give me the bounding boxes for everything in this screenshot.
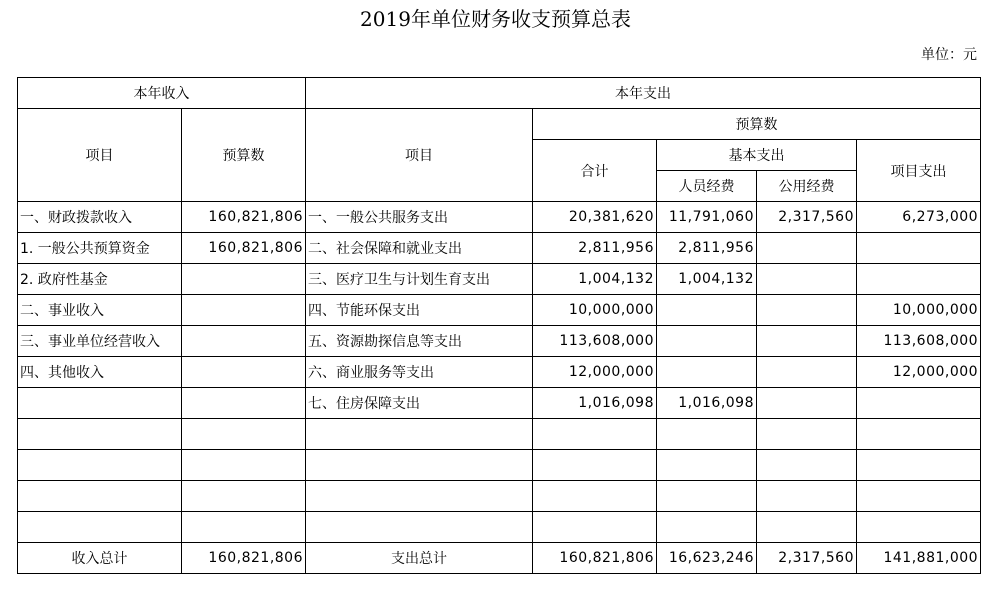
project-cell bbox=[857, 264, 981, 295]
income-item-cell bbox=[18, 512, 182, 543]
income-item-cell: 三、事业单位经营收入 bbox=[18, 326, 182, 357]
project-cell bbox=[857, 450, 981, 481]
project-total-amount: 141,881,000 bbox=[857, 543, 981, 574]
public-cell bbox=[757, 419, 857, 450]
expense-item-cell: 二、社会保障和就业支出 bbox=[306, 233, 533, 264]
expense-item-cell: 三、医疗卫生与计划生育支出 bbox=[306, 264, 533, 295]
income-amount-cell bbox=[182, 419, 306, 450]
public-cell: 2,317,560 bbox=[757, 202, 857, 233]
personnel-cell: 1,016,098 bbox=[657, 388, 757, 419]
total-cell bbox=[533, 419, 657, 450]
income-item-cell: 1. 一般公共预算资金 bbox=[18, 233, 182, 264]
personnel-header: 人员经费 bbox=[657, 171, 757, 202]
expense-group-header: 本年支出 bbox=[306, 78, 981, 109]
project-cell: 12,000,000 bbox=[857, 357, 981, 388]
public-cell bbox=[757, 326, 857, 357]
personnel-cell: 1,004,132 bbox=[657, 264, 757, 295]
public-cell bbox=[757, 388, 857, 419]
income-item-cell: 一、财政拨款收入 bbox=[18, 202, 182, 233]
expense-total-amount: 160,821,806 bbox=[533, 543, 657, 574]
project-cell bbox=[857, 481, 981, 512]
project-cell: 10,000,000 bbox=[857, 295, 981, 326]
table-row bbox=[18, 264, 981, 295]
table-row bbox=[18, 357, 981, 388]
income-total-amount: 160,821,806 bbox=[182, 543, 306, 574]
table-row bbox=[18, 450, 981, 481]
total-header: 合计 bbox=[533, 140, 657, 202]
total-cell: 12,000,000 bbox=[533, 357, 657, 388]
public-cell bbox=[757, 512, 857, 543]
income-amount-cell bbox=[182, 450, 306, 481]
project-header: 项目支出 bbox=[857, 140, 981, 202]
personnel-cell bbox=[657, 481, 757, 512]
table-row bbox=[18, 295, 981, 326]
income-amount-cell bbox=[182, 264, 306, 295]
personnel-cell bbox=[657, 419, 757, 450]
expense-item-cell: 五、资源勘探信息等支出 bbox=[306, 326, 533, 357]
header-row-1 bbox=[18, 78, 981, 109]
project-cell bbox=[857, 512, 981, 543]
income-amount-cell: 160,821,806 bbox=[182, 233, 306, 264]
total-cell: 2,811,956 bbox=[533, 233, 657, 264]
income-total-label: 收入总计 bbox=[18, 543, 182, 574]
page-title: 2019年单位财务收支预算总表 bbox=[360, 7, 631, 31]
header-row-2 bbox=[18, 109, 981, 140]
income-item-cell: 2. 政府性基金 bbox=[18, 264, 182, 295]
income-item-cell bbox=[18, 481, 182, 512]
expense-item-cell bbox=[306, 512, 533, 543]
basic-header: 基本支出 bbox=[657, 140, 857, 171]
total-cell: 1,004,132 bbox=[533, 264, 657, 295]
table-row bbox=[18, 481, 981, 512]
project-cell bbox=[857, 419, 981, 450]
public-total-amount: 2,317,560 bbox=[757, 543, 857, 574]
table-row bbox=[18, 202, 981, 233]
public-cell bbox=[757, 357, 857, 388]
personnel-cell: 11,791,060 bbox=[657, 202, 757, 233]
total-cell: 113,608,000 bbox=[533, 326, 657, 357]
total-cell bbox=[533, 481, 657, 512]
expense-item-cell: 七、住房保障支出 bbox=[306, 388, 533, 419]
expense-item-cell: 四、节能环保支出 bbox=[306, 295, 533, 326]
income-amount-cell: 160,821,806 bbox=[182, 202, 306, 233]
project-cell bbox=[857, 233, 981, 264]
total-cell: 1,016,098 bbox=[533, 388, 657, 419]
budget-group-header: 预算数 bbox=[533, 109, 981, 140]
table-body bbox=[18, 202, 981, 574]
income-group-header: 本年收入 bbox=[18, 78, 306, 109]
table-row bbox=[18, 326, 981, 357]
personnel-cell bbox=[657, 512, 757, 543]
income-amount-cell bbox=[182, 326, 306, 357]
table-row bbox=[18, 419, 981, 450]
expense-total-label: 支出总计 bbox=[306, 543, 533, 574]
unit-label: 单位：元 bbox=[921, 47, 977, 63]
income-amount-cell bbox=[182, 295, 306, 326]
income-item-cell bbox=[18, 450, 182, 481]
income-amount-cell bbox=[182, 357, 306, 388]
public-cell bbox=[757, 264, 857, 295]
budget-table bbox=[17, 77, 981, 574]
income-amount-cell bbox=[182, 481, 306, 512]
income-item-cell bbox=[18, 419, 182, 450]
public-cell bbox=[757, 295, 857, 326]
expense-item-cell bbox=[306, 481, 533, 512]
expense-item-cell: 一、一般公共服务支出 bbox=[306, 202, 533, 233]
income-budget-header: 预算数 bbox=[182, 109, 306, 202]
project-cell: 6,273,000 bbox=[857, 202, 981, 233]
income-item-cell bbox=[18, 388, 182, 419]
income-item-cell: 四、其他收入 bbox=[18, 357, 182, 388]
personnel-total-amount: 16,623,246 bbox=[657, 543, 757, 574]
personnel-cell: 2,811,956 bbox=[657, 233, 757, 264]
total-cell bbox=[533, 450, 657, 481]
personnel-cell bbox=[657, 326, 757, 357]
expense-item-cell bbox=[306, 450, 533, 481]
table-row bbox=[18, 388, 981, 419]
total-cell: 20,381,620 bbox=[533, 202, 657, 233]
personnel-cell bbox=[657, 450, 757, 481]
income-item-cell: 二、事业收入 bbox=[18, 295, 182, 326]
total-cell bbox=[533, 512, 657, 543]
project-cell bbox=[857, 388, 981, 419]
table-row bbox=[18, 512, 981, 543]
income-item-header: 项目 bbox=[18, 109, 182, 202]
public-cell bbox=[757, 233, 857, 264]
income-amount-cell bbox=[182, 388, 306, 419]
expense-item-header: 项目 bbox=[306, 109, 533, 202]
income-amount-cell bbox=[182, 512, 306, 543]
total-cell: 10,000,000 bbox=[533, 295, 657, 326]
totals-row bbox=[18, 543, 981, 574]
public-header: 公用经费 bbox=[757, 171, 857, 202]
personnel-cell bbox=[657, 357, 757, 388]
expense-item-cell: 六、商业服务等支出 bbox=[306, 357, 533, 388]
personnel-cell bbox=[657, 295, 757, 326]
public-cell bbox=[757, 481, 857, 512]
project-cell: 113,608,000 bbox=[857, 326, 981, 357]
public-cell bbox=[757, 450, 857, 481]
table-row bbox=[18, 233, 981, 264]
expense-item-cell bbox=[306, 419, 533, 450]
